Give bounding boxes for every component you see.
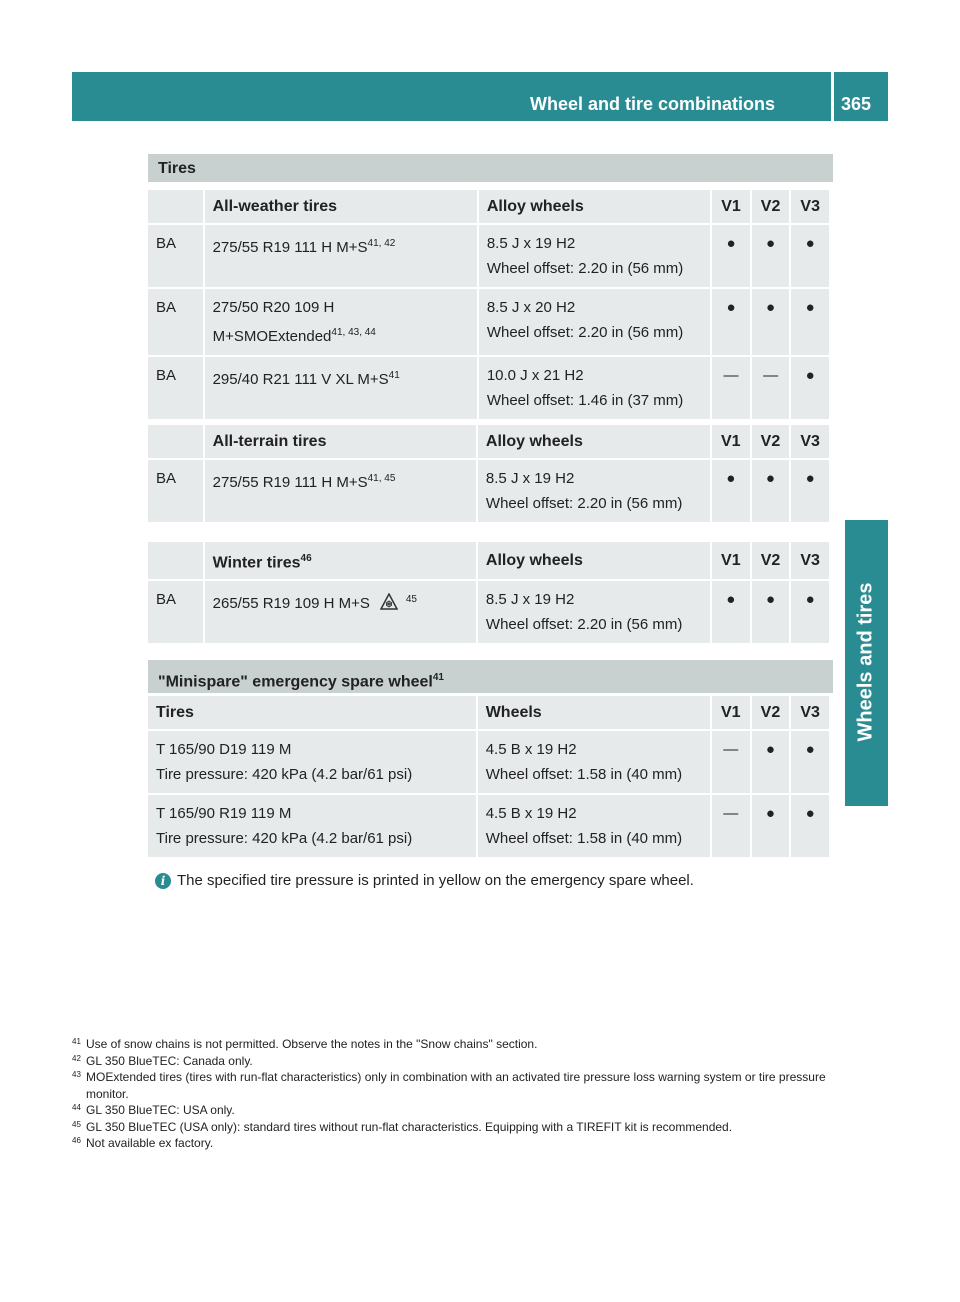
minispare-table: [146, 694, 831, 859]
footnote-text: Use of snow chains is not permitted. Observe the notes in the "Snow chains" section.: [86, 1037, 538, 1051]
tire-cell: [148, 795, 476, 857]
code-cell: BA: [148, 460, 203, 522]
wheel-offset: Wheel offset: 1.58 in (40 mm): [485, 830, 683, 847]
wheel-size: 8.5 J x 19 H2: [486, 235, 576, 252]
tire-size: 275/55 R19 111 H M+S: [212, 239, 368, 256]
v1-cell: ●: [712, 460, 750, 522]
footnote-number: 45: [72, 1119, 81, 1129]
tire-size: T 165/90 D19 119 M: [156, 741, 292, 758]
wheel-offset: Wheel offset: 2.20 in (56 mm): [485, 616, 683, 634]
wheel-offset: Wheel offset: 1.58 in (40 mm): [485, 766, 683, 783]
tire-cell: [205, 581, 476, 643]
wheel-cell: [478, 731, 710, 793]
footnotes: [72, 1036, 842, 1152]
tire-cell: [148, 731, 476, 793]
v3-cell: ●: [791, 289, 829, 355]
wheel-cell: [479, 289, 710, 355]
v2-cell: ●: [752, 581, 790, 643]
tire-cell: [205, 460, 476, 522]
v3-cell: ●: [791, 357, 829, 419]
footnote: [72, 1102, 842, 1119]
v3-cell: ●: [791, 731, 829, 793]
footnote-ref: 46: [300, 553, 312, 564]
info-note: [155, 872, 694, 889]
code-cell: BA: [148, 225, 203, 287]
tire-cell: [205, 357, 477, 419]
table-header-row: [148, 425, 829, 458]
footnote-text: GL 350 BlueTEC (USA only): standard tires without run-flat characteristics. Equipping with a TIREFIT kit is recommended.: [86, 1119, 733, 1134]
tire-pressure: Tire pressure: 420 kPa (4.2 bar/61 psi): [156, 766, 413, 783]
v3-cell: ●: [791, 460, 829, 522]
v2-cell: ●: [752, 795, 790, 857]
header-cell: V1: [712, 696, 750, 729]
v2-cell: ●: [752, 731, 790, 793]
footnote: [72, 1119, 842, 1136]
wheel-cell: [478, 460, 710, 522]
wheel-size: 8.5 J x 19 H2: [485, 470, 575, 487]
header-cell: [148, 190, 203, 223]
table-row: [148, 289, 829, 355]
v1-cell: ●: [712, 225, 750, 287]
wheel-cell: [478, 795, 710, 857]
header-divider: [831, 72, 834, 121]
wheel-size: 4.5 B x 19 H2: [485, 741, 577, 758]
tire-size-cont: M+SMOExtended: [212, 328, 332, 345]
footnote: [72, 1036, 842, 1053]
v1-cell: ●: [712, 581, 750, 643]
header-cell: [205, 542, 476, 579]
code-cell: BA: [148, 357, 203, 419]
info-icon: i: [155, 873, 171, 889]
header-cell: V2: [752, 696, 790, 729]
v2-cell: ●: [752, 225, 790, 287]
page-number: 365: [841, 94, 872, 114]
snowflake-mountain-icon: [380, 593, 398, 610]
table-header-row: [148, 190, 829, 223]
wheel-offset: Wheel offset: 2.20 in (56 mm): [486, 324, 684, 341]
winter-table: [146, 540, 831, 645]
header-cell: V3: [791, 542, 829, 579]
wheel-offset: Wheel offset: 2.20 in (56 mm): [486, 260, 684, 277]
footnote-ref: 45: [405, 594, 417, 606]
header-cell: V3: [791, 425, 829, 458]
header-cell: All-weather tires: [205, 190, 477, 223]
header-cell: All-terrain tires: [205, 425, 476, 458]
section-title-tires: Tires: [148, 154, 833, 182]
v3-cell: ●: [791, 581, 829, 643]
code-cell: BA: [148, 581, 203, 643]
all-weather-table: [146, 188, 831, 421]
header-cell: V1: [712, 190, 750, 223]
footnote-ref: 41: [432, 672, 444, 683]
footnote-number: 41: [72, 1037, 81, 1046]
wheel-size: 4.5 B x 19 H2: [485, 805, 577, 822]
tire-pressure: Tire pressure: 420 kPa (4.2 bar/61 psi): [156, 830, 413, 847]
table-header-row: [148, 542, 829, 579]
wheel-offset: Wheel offset: 2.20 in (56 mm): [485, 495, 683, 512]
header-cell: [148, 425, 203, 458]
footnote-ref: 41, 45: [367, 473, 396, 484]
header-cell: V3: [791, 696, 829, 729]
chapter-tab-label: Wheels and tires: [854, 582, 877, 742]
footnote-number: 42: [72, 1053, 81, 1063]
footnote: [72, 1053, 842, 1070]
table-row: [148, 731, 829, 793]
header-cell: V3: [791, 190, 829, 223]
v1-cell: —: [712, 357, 750, 419]
v2-cell: ●: [752, 460, 790, 522]
section-title-text: "Minispare" emergency spare wheel: [158, 673, 433, 691]
footnote-text: GL 350 BlueTEC: Canada only.: [86, 1053, 253, 1068]
wheel-cell: [479, 225, 710, 287]
footnote-number: 46: [72, 1136, 81, 1145]
table-row: [148, 357, 829, 419]
header-cell: Alloy wheels: [478, 542, 710, 579]
footnote-ref: 41, 43, 44: [331, 327, 376, 338]
footnote-number: 43: [72, 1070, 81, 1079]
section-title-minispare: [148, 660, 833, 693]
table-row: [148, 581, 829, 643]
footnote-ref: 41, 42: [367, 238, 396, 249]
footnote-number: 44: [72, 1103, 81, 1112]
wheel-size: 8.5 J x 19 H2: [485, 591, 575, 609]
footnote: [72, 1135, 842, 1152]
v1-cell: —: [712, 795, 750, 857]
tire-size: 265/55 R19 109 H M+S: [212, 595, 370, 613]
info-note-text: The specified tire pressure is printed in yellow on the emergency spare wheel.: [177, 872, 694, 889]
wheel-size: 10.0 J x 21 H2: [486, 367, 584, 384]
all-terrain-table: [146, 423, 831, 524]
tire-size: 275/55 R19 111 H M+S: [212, 474, 368, 491]
header-cell: V2: [752, 190, 790, 223]
page-header-title: Wheel and tire combinations: [530, 94, 776, 114]
tire-size: 275/50 R20 109 H: [212, 299, 335, 316]
table-header-row: [148, 696, 829, 729]
header-cell: Alloy wheels: [478, 425, 710, 458]
footnote: [72, 1069, 842, 1102]
footnote-ref: 41: [388, 370, 400, 381]
table-row: [148, 225, 829, 287]
footnote-text: Not available ex factory.: [86, 1136, 214, 1150]
v2-cell: ●: [752, 289, 790, 355]
header-cell: Alloy wheels: [479, 190, 710, 223]
tire-size: T 165/90 R19 119 M: [156, 805, 292, 822]
header-cell: [148, 542, 203, 579]
table-row: [148, 795, 829, 857]
wheel-size: 8.5 J x 20 H2: [486, 299, 576, 316]
footnote-text: MOExtended tires (tires with run-flat characteristics) only in combination with an activated tire pressure loss warning system or tire pressure monitor.: [86, 1070, 826, 1101]
tire-size: 295/40 R21 111 V XL M+S: [212, 371, 389, 388]
v2-cell: —: [752, 357, 790, 419]
code-cell: BA: [148, 289, 203, 355]
footnote-text: GL 350 BlueTEC: USA only.: [86, 1103, 235, 1117]
header-cell: V1: [712, 425, 750, 458]
table-row: [148, 460, 829, 522]
wheel-cell: [479, 357, 710, 419]
header-cell: V2: [752, 542, 790, 579]
header-cell: Tires: [148, 696, 476, 729]
tire-cell: [205, 289, 477, 355]
header-cell: Wheels: [478, 696, 710, 729]
tire-cell: [205, 225, 477, 287]
header-cell: V1: [712, 542, 750, 579]
v3-cell: ●: [791, 795, 829, 857]
wheel-cell: [478, 581, 710, 643]
header-cell: V2: [752, 425, 790, 458]
v1-cell: ●: [712, 289, 750, 355]
v1-cell: —: [712, 731, 750, 793]
v3-cell: ●: [791, 225, 829, 287]
header-text: Winter tires: [212, 554, 301, 572]
wheel-offset: Wheel offset: 1.46 in (37 mm): [486, 392, 684, 409]
